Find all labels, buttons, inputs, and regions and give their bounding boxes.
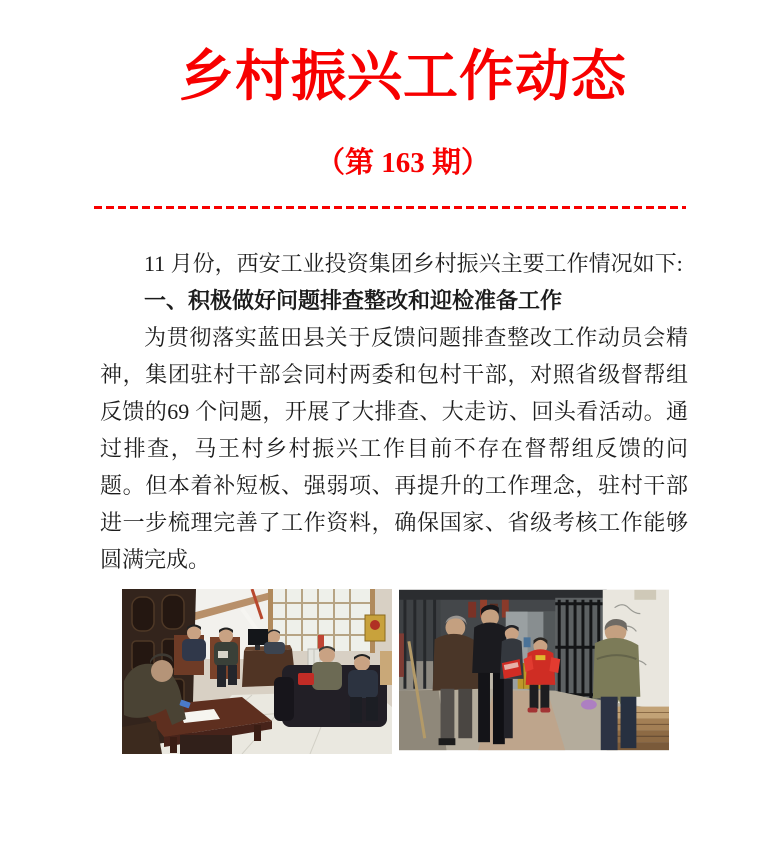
intro-line: 11 月份，西安工业投资集团乡村振兴主要工作情况如下: [144,251,683,276]
page-title: 乡村振兴工作动态 [178,46,627,107]
photo-row [122,589,778,754]
section-paragraph: 为贯彻落实蓝田县关于反馈问题排查整改工作动员会精神，集团驻村干部会同村两委和包村干部，对照省级督帮组反馈的69 个问题，开展了大排查、大走访、回头看活动。通过排查，马王村乡村振兴工作目前不存在督帮组反馈的问题。但本着补短板、强弱项、再提升的工作理念，驻村干部进一步梳理完善了工作资料，确保国家、省级考核工作能够圆满完成。 [100,325,688,572]
cardboard-box [380,651,392,685]
red-dashed-divider [94,206,686,209]
left-edge-object [399,633,404,677]
issue-number: （第 163 期） [315,147,490,179]
purple-item [581,700,597,710]
village-visit-photo [399,589,669,751]
bench [122,721,162,754]
masthead [0,44,778,182]
section-heading: 一、积极做好问题排查整改和迎检准备工作 [144,288,563,313]
stool [180,735,232,754]
wall-plaque [365,615,385,641]
meeting-room-photo [122,589,392,754]
body-content [100,245,688,578]
